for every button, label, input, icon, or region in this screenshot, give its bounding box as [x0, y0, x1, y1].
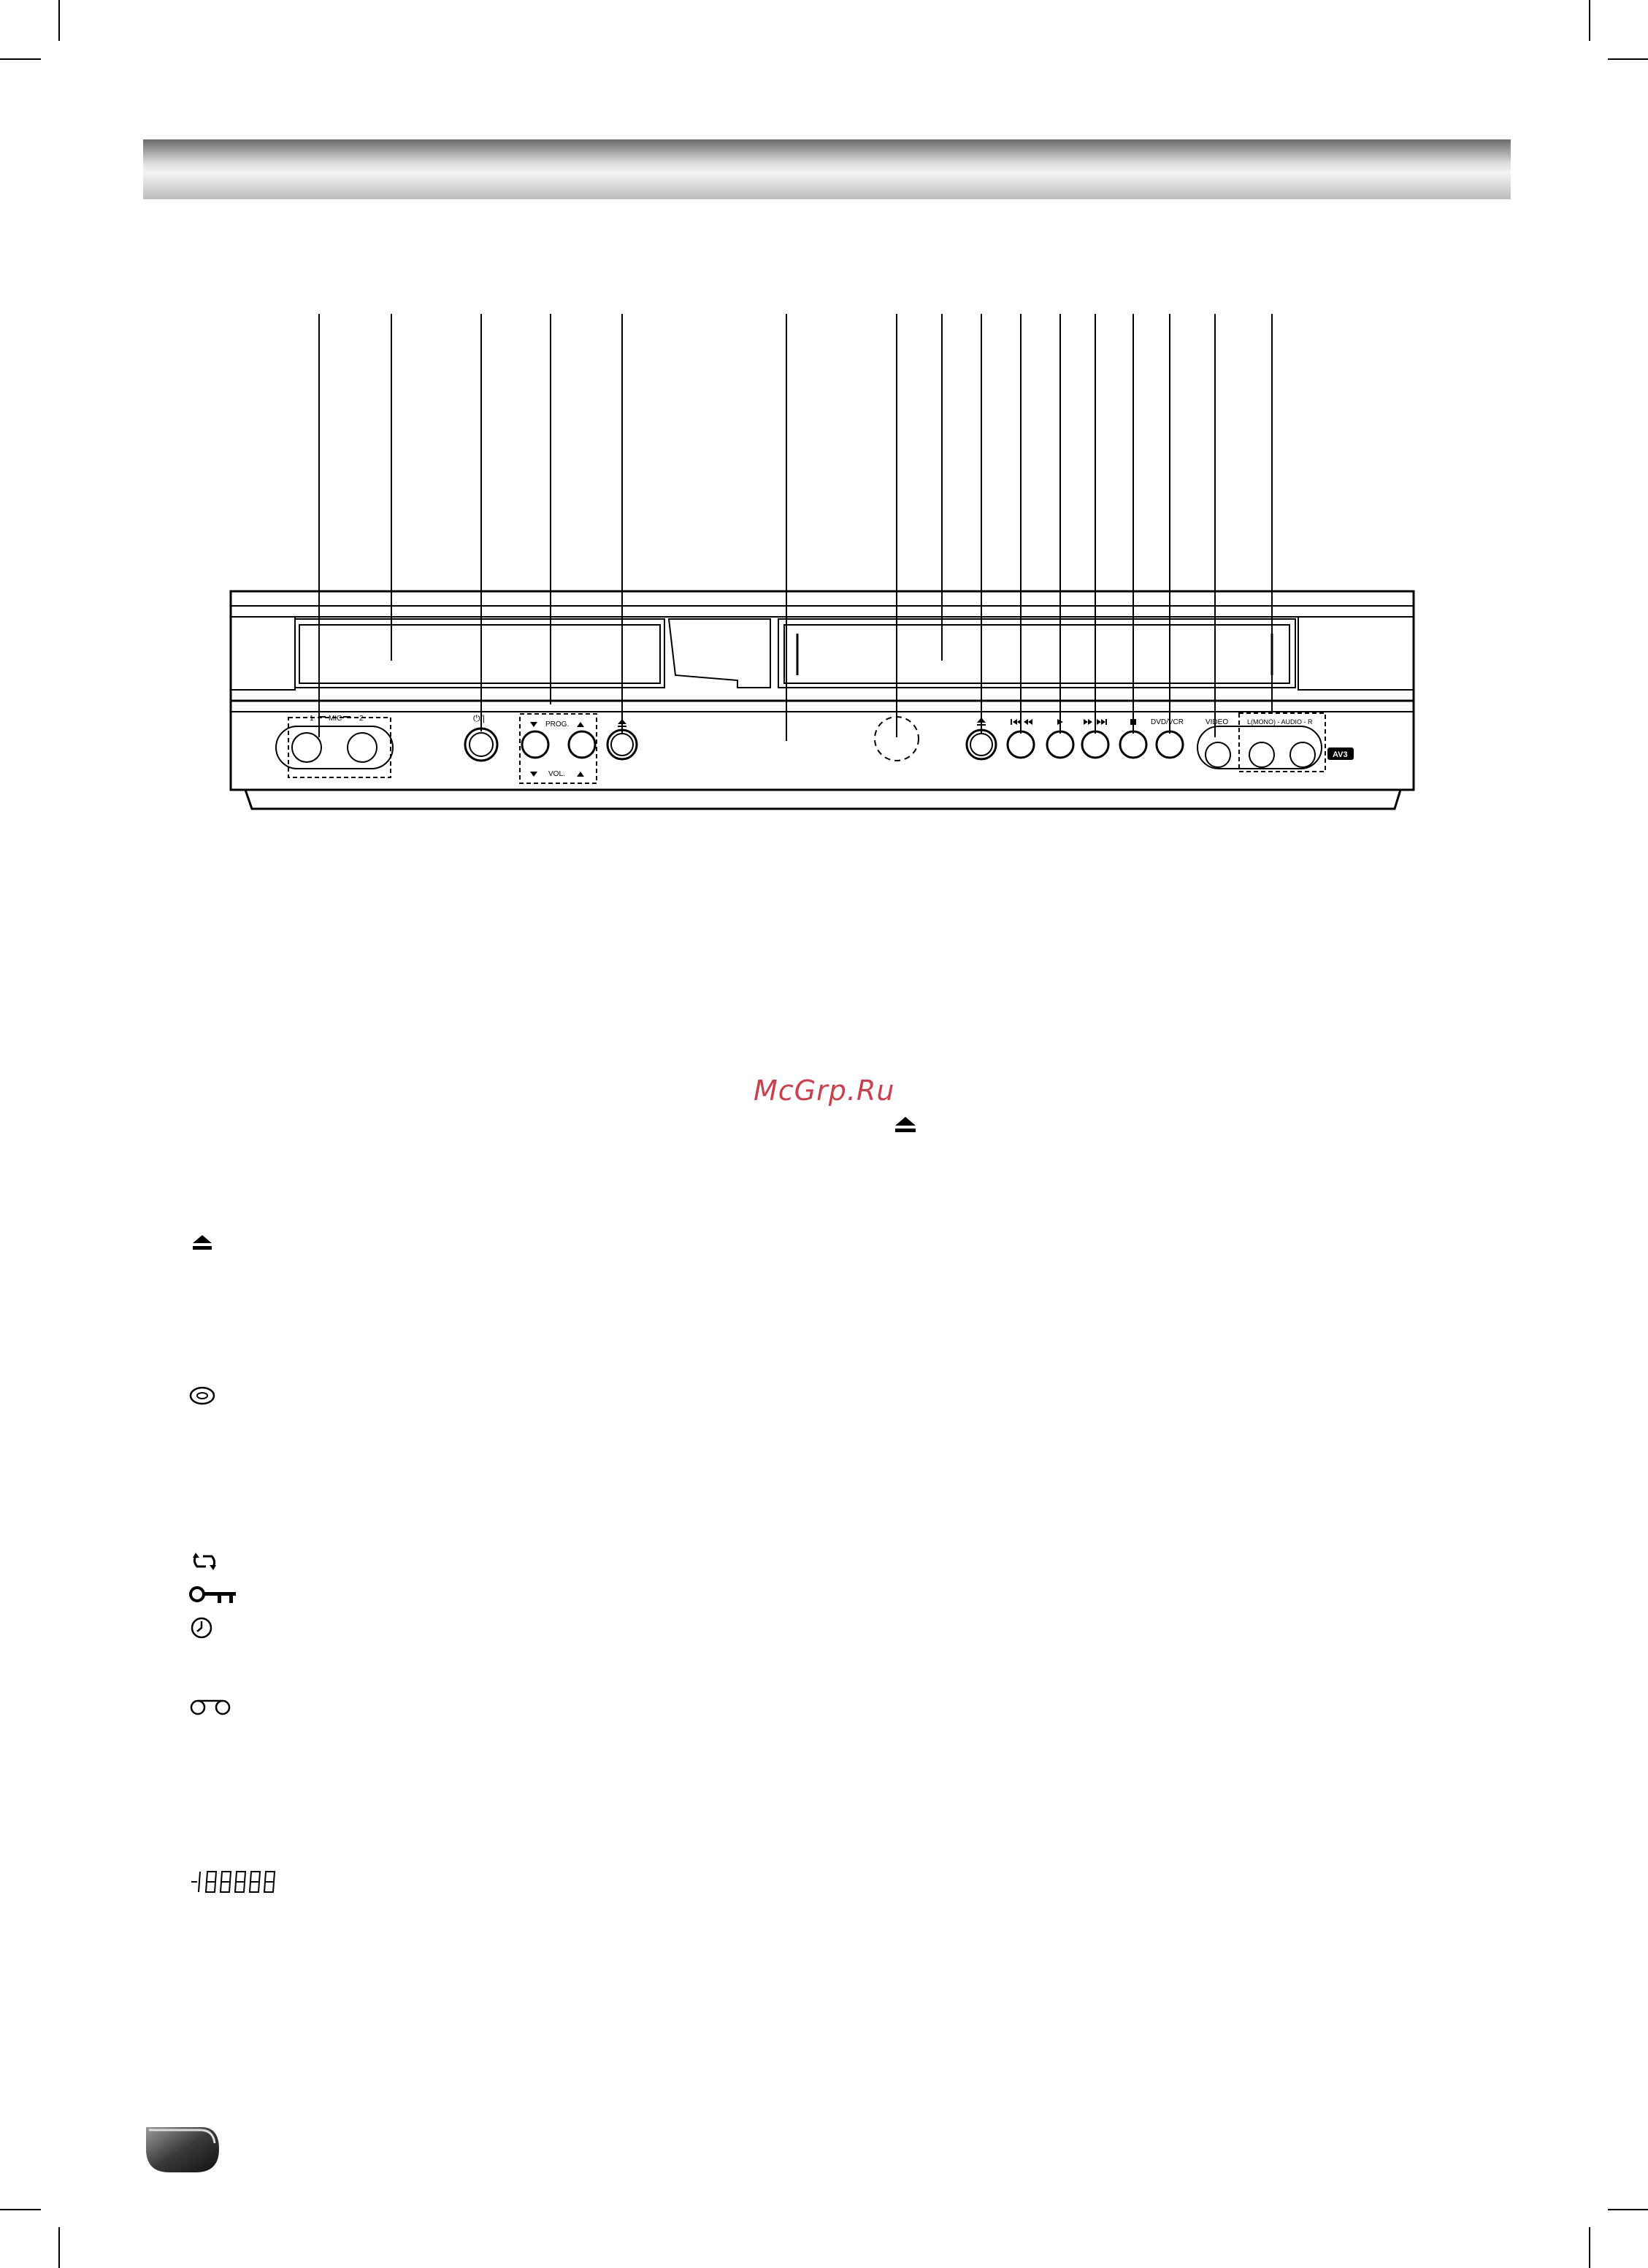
- stop-icon: [1130, 719, 1136, 725]
- mic-label: MIC: [329, 715, 342, 723]
- clock-timer-icon: [190, 1616, 213, 1640]
- disc-icon: [188, 1385, 216, 1406]
- prog-vol-up-button: [569, 731, 595, 758]
- prog-vol-down-button: [522, 731, 548, 758]
- front-panel-diagram: [0, 0, 1648, 839]
- play-button: [1047, 731, 1073, 758]
- dvd-disc-tray: [778, 619, 1295, 688]
- audio-right-jack: [1290, 742, 1315, 767]
- skip-back-button: [1008, 731, 1034, 758]
- page-number-tab: [143, 2127, 222, 2174]
- crop-mark-br-v: [1589, 2227, 1590, 2268]
- video-label: VIDEO: [1206, 718, 1229, 726]
- mic-jack-1: [292, 733, 321, 762]
- watermark-text: McGrp.Ru: [754, 1075, 895, 1107]
- audio-label: L(MONO) - AUDIO - R: [1247, 718, 1313, 726]
- av3-label: AV3: [1333, 750, 1348, 759]
- mic-label-2: 2: [359, 715, 364, 723]
- crop-mark-br-h: [1608, 2209, 1648, 2210]
- crop-mark-bl-h: [0, 2209, 41, 2210]
- skip-back-icon: [1011, 719, 1032, 725]
- key-lock-icon: [188, 1584, 238, 1606]
- prog-label: PROG.: [545, 720, 570, 729]
- dvd-vcr-label: DVD/VCR: [1151, 718, 1184, 726]
- mic-jack-2: [348, 733, 377, 762]
- segment-display-icon: [188, 1869, 282, 1895]
- vcr-eject-icon: [618, 719, 626, 724]
- stop-button: [1120, 731, 1146, 758]
- eject-icon: [191, 1234, 213, 1253]
- cassette-icon: [188, 1698, 234, 1717]
- av3-jack-group: [1197, 726, 1322, 769]
- vcr-tape-door: [295, 619, 664, 688]
- prog-down-icon: [530, 722, 537, 727]
- power-label: ⏻/|: [473, 713, 485, 723]
- mic-label-1: 1: [310, 715, 314, 723]
- crop-mark-bl-v: [58, 2227, 60, 2268]
- prog-up-icon: [577, 722, 584, 727]
- dvd-vcr-button: [1157, 731, 1183, 758]
- chassis-foot: [245, 790, 1400, 809]
- vol-up-icon: [577, 772, 584, 777]
- dvd-eject-icon: [977, 718, 986, 723]
- mic-jack-group: [276, 726, 393, 769]
- vol-label: VOL.: [548, 770, 565, 778]
- audio-left-jack: [1249, 742, 1274, 767]
- repeat-icon: [190, 1550, 219, 1572]
- vol-down-icon: [530, 772, 537, 777]
- watermark-eject-icon: [894, 1115, 917, 1134]
- skip-forward-button: [1082, 731, 1108, 758]
- chassis-outline: [231, 591, 1414, 790]
- video-jack: [1206, 742, 1230, 767]
